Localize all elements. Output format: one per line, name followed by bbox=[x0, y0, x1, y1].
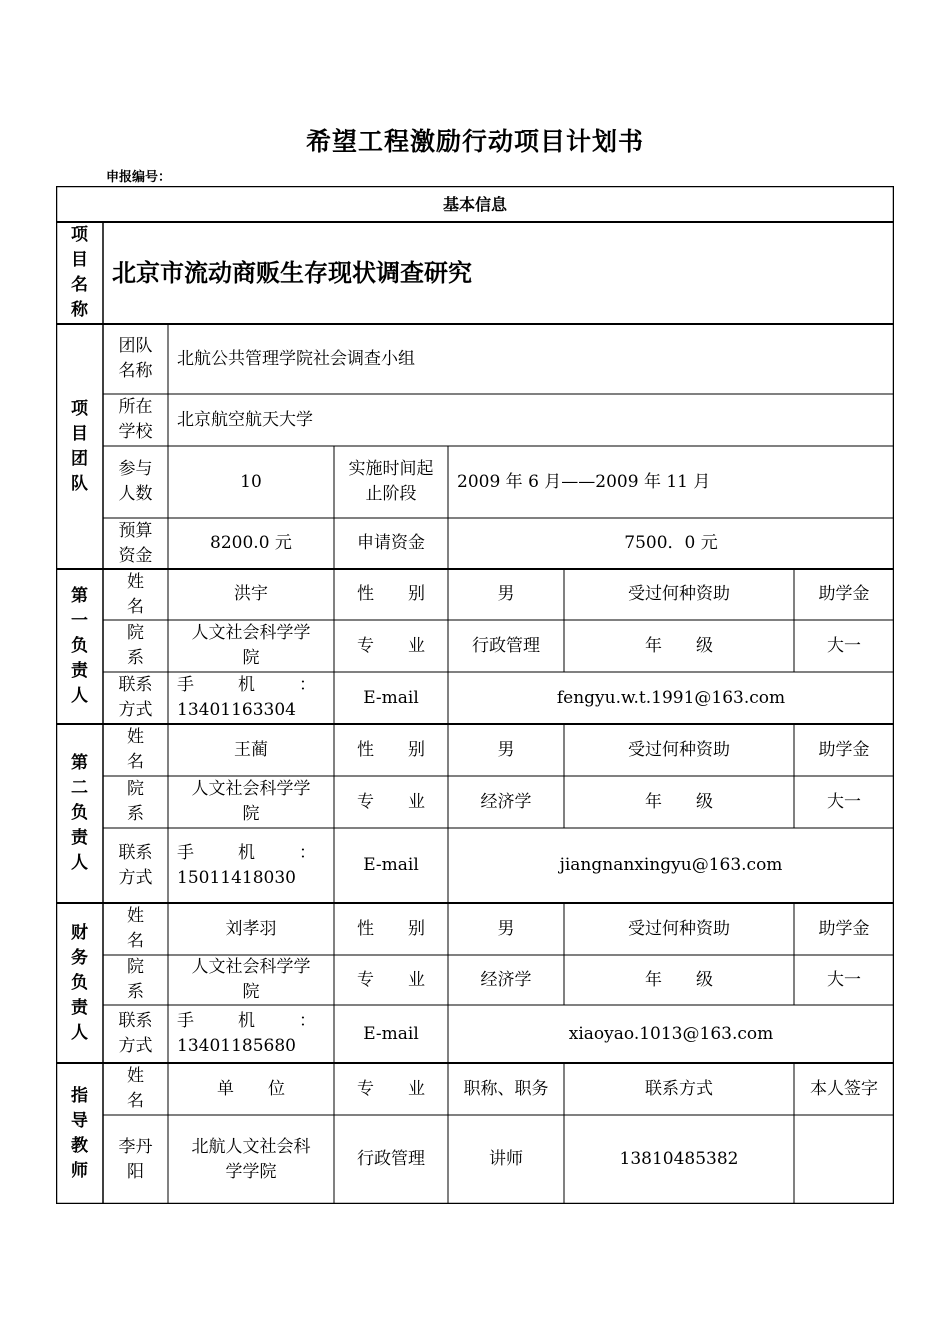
department-value: 人文社会科学学 院 bbox=[191, 623, 311, 668]
apply-value: 7500．0 元 bbox=[624, 533, 718, 553]
aid-value: 助学金 bbox=[818, 584, 870, 604]
members-label: 参与 人数 bbox=[118, 459, 153, 504]
major-label: 专 业 bbox=[357, 791, 425, 812]
mobile-value: 15011418030 bbox=[177, 867, 296, 888]
advisor-name-value: 李丹 阳 bbox=[118, 1136, 153, 1182]
aid-label: 受过何种资助 bbox=[628, 739, 730, 760]
application-number-label: 申报编号： bbox=[106, 170, 172, 185]
page-title: 希望工程激励行动项目计划书 bbox=[305, 127, 644, 156]
gender-value: 男 bbox=[497, 918, 515, 939]
team-name-value: 北航公共管理学院社会调查小组 bbox=[177, 348, 415, 369]
advisor-title-header: 职称、职务 bbox=[463, 1078, 549, 1099]
gender-value: 男 bbox=[497, 584, 515, 604]
mobile-cell bbox=[168, 828, 334, 903]
mobile-value: 13401163304 bbox=[177, 700, 296, 720]
email-label: E-mail bbox=[363, 1023, 419, 1044]
grade-label: 年 级 bbox=[645, 635, 713, 656]
major-label: 专 业 bbox=[357, 969, 425, 990]
period-label: 实施时间起 止阶段 bbox=[348, 459, 434, 504]
person-name-value: 洪宇 bbox=[234, 584, 268, 604]
advisor-major-header: 专 业 bbox=[357, 1078, 425, 1099]
contact-label: 联系 方式 bbox=[118, 842, 153, 888]
name-label: 姓 名 bbox=[127, 571, 144, 617]
mobile-label-colon: ： bbox=[299, 842, 316, 863]
email-label: E-mail bbox=[363, 855, 419, 875]
grade-value: 大一 bbox=[827, 969, 861, 990]
person-name-value: 王蔺 bbox=[234, 739, 268, 760]
gender-label: 性 别 bbox=[357, 918, 425, 939]
name-label: 姓 名 bbox=[127, 906, 144, 951]
advisor-unit-value: 北航人文社会科 学学院 bbox=[191, 1136, 311, 1182]
aid-value: 助学金 bbox=[818, 739, 870, 760]
department-label: 院 系 bbox=[127, 779, 144, 824]
aid-label: 受过何种资助 bbox=[628, 918, 730, 939]
department-label: 院 系 bbox=[127, 623, 144, 668]
gender-label: 性 别 bbox=[357, 739, 425, 760]
mobile-cell bbox=[168, 1005, 334, 1063]
grade-value: 大一 bbox=[827, 791, 861, 812]
mobile-label-colon: ： bbox=[299, 675, 316, 695]
major-value: 经济学 bbox=[480, 969, 532, 990]
mobile-label-a: 手 bbox=[177, 842, 194, 863]
mobile-label-b: 机 bbox=[238, 675, 255, 695]
name-label: 姓 名 bbox=[127, 727, 144, 772]
department-label: 院 系 bbox=[127, 957, 144, 1002]
email-label: E-mail bbox=[363, 687, 419, 708]
grade-label: 年 级 bbox=[645, 969, 713, 990]
advisor-contact-value: 13810485382 bbox=[619, 1149, 739, 1169]
major-label: 专 业 bbox=[357, 635, 425, 656]
contact-label: 联系 方式 bbox=[118, 675, 153, 720]
budget-value: 8200.0 元 bbox=[210, 533, 292, 553]
advisor-title-value: 讲师 bbox=[489, 1149, 523, 1169]
advisor-major-value: 行政管理 bbox=[357, 1149, 425, 1169]
advisor-contact-header: 联系方式 bbox=[645, 1078, 713, 1099]
mobile-label-a: 手 bbox=[177, 1011, 194, 1031]
aid-value: 助学金 bbox=[818, 918, 870, 939]
budget-label: 预算 资金 bbox=[118, 520, 153, 566]
members-value: 10 bbox=[240, 471, 262, 492]
school-label: 所在 学校 bbox=[118, 397, 153, 442]
period-value: 2009 年 6 月——2009 年 11 月 bbox=[457, 471, 711, 492]
advisor-name-header: 姓 名 bbox=[127, 1066, 144, 1111]
mobile-label-colon: ： bbox=[299, 1011, 316, 1031]
project-name-label: 项 目 名 称 bbox=[71, 225, 88, 320]
advisor-label: 指 导 教 师 bbox=[71, 1085, 88, 1181]
email-value: jiangnanxingyu@163.com bbox=[559, 855, 783, 875]
team-name-label: 团队 名称 bbox=[118, 336, 153, 381]
email-value: fengyu.w.t.1991@163.com bbox=[556, 687, 786, 708]
major-value: 行政管理 bbox=[472, 635, 540, 656]
basic-info-header: 基本信息 bbox=[442, 194, 507, 214]
plan-form-table bbox=[56, 186, 894, 1204]
person-name-value: 刘孝羽 bbox=[225, 918, 277, 939]
major-value: 经济学 bbox=[480, 791, 532, 812]
advisor-unit-header: 单 位 bbox=[217, 1078, 285, 1099]
mobile-value: 13401185680 bbox=[177, 1036, 296, 1056]
project-team-label: 项 目 团 队 bbox=[71, 398, 88, 494]
gender-value: 男 bbox=[497, 739, 515, 760]
aid-label: 受过何种资助 bbox=[628, 584, 730, 604]
project-name-value: 北京市流动商贩生存现状调查研究 bbox=[112, 258, 472, 287]
mobile-label-b: 机 bbox=[238, 1011, 255, 1031]
department-value: 人文社会科学学 院 bbox=[191, 957, 311, 1002]
advisor-sign-header: 本人签字 bbox=[810, 1078, 878, 1099]
mobile-label-b: 机 bbox=[238, 842, 255, 863]
grade-value: 大一 bbox=[827, 635, 861, 656]
person-role-label: 财 务 负 责 人 bbox=[71, 922, 88, 1043]
apply-label: 申请资金 bbox=[357, 533, 425, 553]
mobile-label-a: 手 bbox=[177, 675, 194, 695]
contact-label: 联系 方式 bbox=[118, 1011, 153, 1056]
email-value: xiaoyao.1013@163.com bbox=[568, 1023, 774, 1044]
mobile-cell bbox=[168, 672, 334, 724]
grade-label: 年 级 bbox=[645, 791, 713, 812]
advisor-signature-field[interactable] bbox=[794, 1115, 894, 1204]
department-value: 人文社会科学学 院 bbox=[191, 779, 311, 824]
school-value: 北京航空航天大学 bbox=[177, 409, 313, 430]
person-role-label: 第 二 负 责 人 bbox=[71, 753, 88, 873]
gender-label: 性 别 bbox=[357, 584, 425, 604]
person-role-label: 第 一 负 责 人 bbox=[71, 586, 88, 706]
